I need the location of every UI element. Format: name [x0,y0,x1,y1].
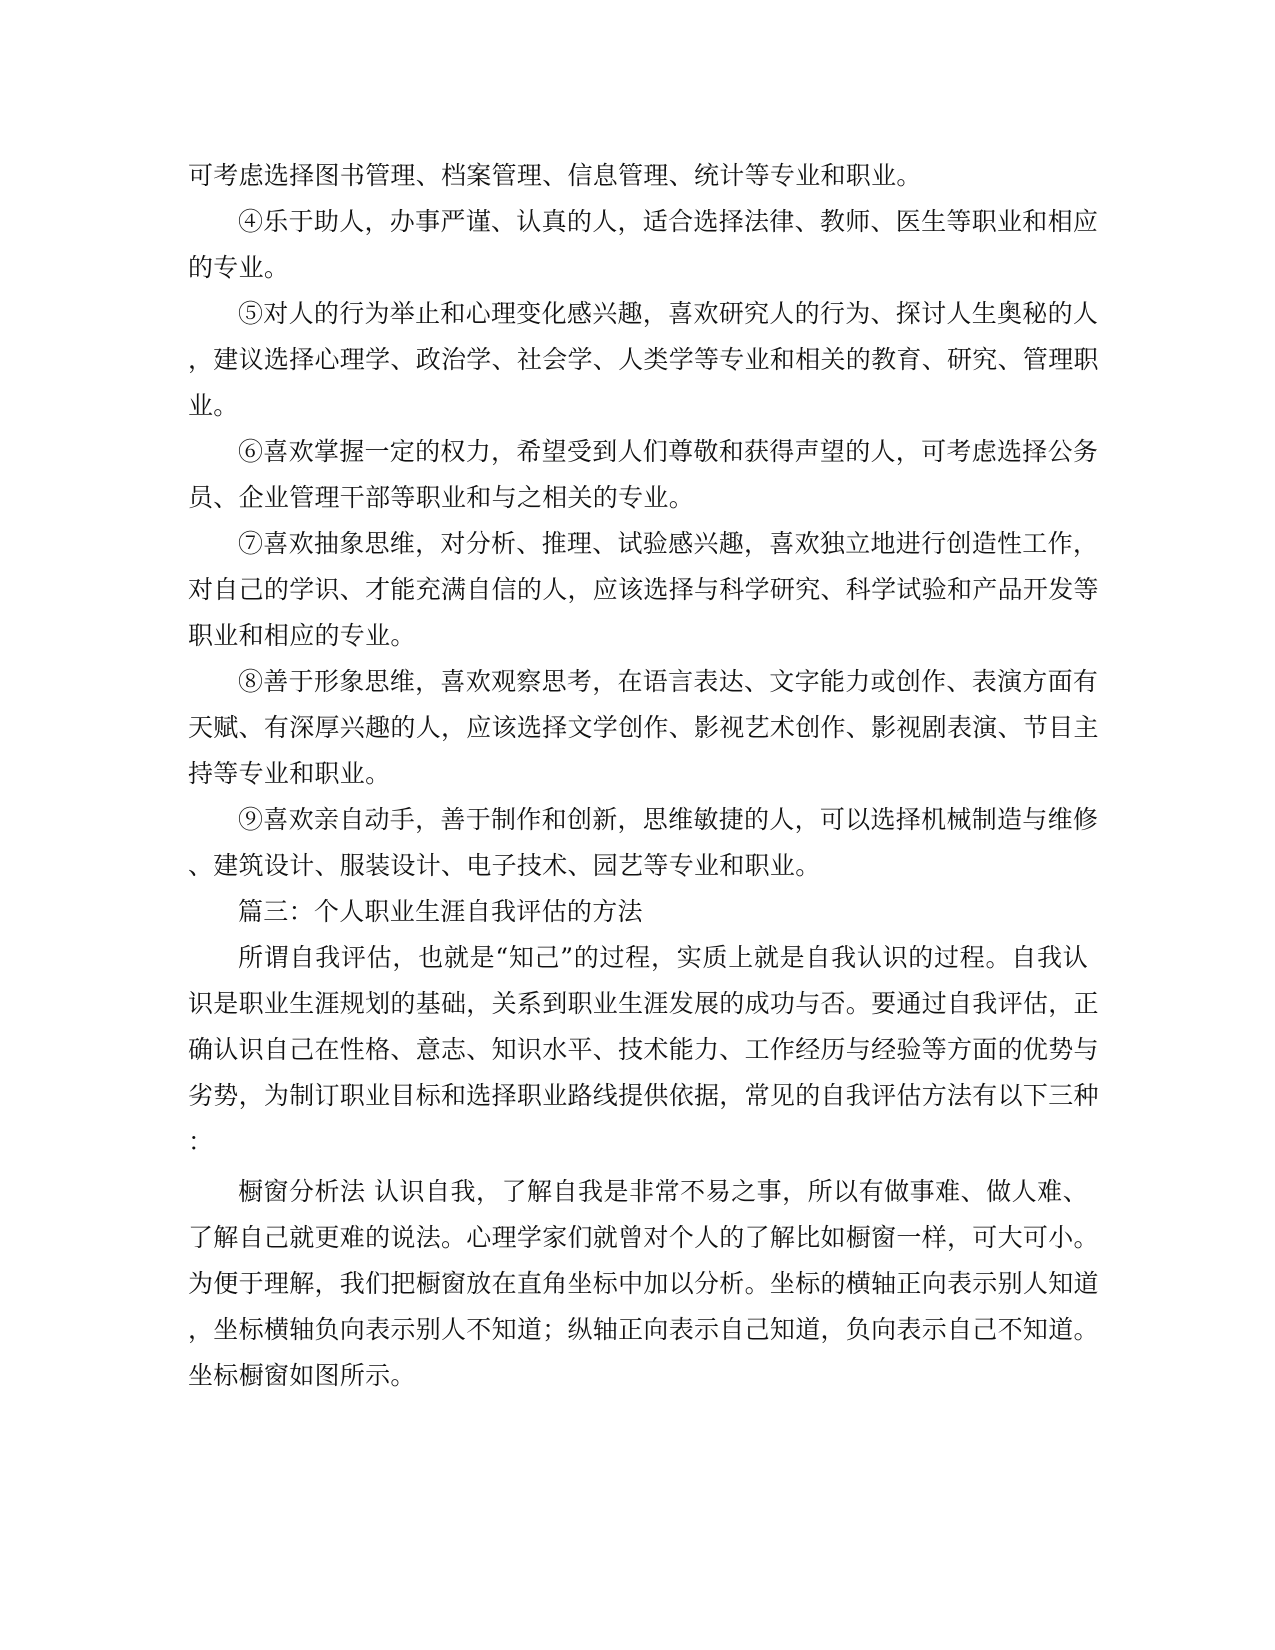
text-line: 劣势，为制订职业目标和选择职业路线提供依据，常见的自我评估方法有以下三种 [188,1081,1099,1110]
text-line: 确认识自己在性格、意志、知识水平、技术能力、工作经历与经验等方面的优势与 [188,1035,1099,1064]
text-line: ⑦喜欢抽象思维，对分析、推理、试验感兴趣，喜欢独立地进行创造性工作， [238,529,1099,558]
text-line: ⑧善于形象思维，喜欢观察思考，在语言表达、文字能力或创作、表演方面有 [238,667,1099,696]
text-line: 识是职业生涯规划的基础，关系到职业生涯发展的成功与否。要通过自我评估，正 [188,989,1099,1018]
text-line: 橱窗分析法 认识自我，了解自我是非常不易之事，所以有做事难、做人难、 [238,1177,1088,1206]
text-line: 业。 [188,391,239,420]
text-line: ： [188,1127,214,1156]
text-line: ⑨喜欢亲自动手，善于制作和创新，思维敏捷的人，可以选择机械制造与维修 [238,805,1099,834]
text-line: 职业和相应的专业。 [188,621,416,650]
text-line: 、建筑设计、服装设计、电子技术、园艺等专业和职业。 [188,851,821,880]
text-line: ⑥喜欢掌握一定的权力，希望受到人们尊敬和获得声望的人，可考虑选择公务 [238,437,1099,466]
section-heading: 篇三：个人职业生涯自我评估的方法 [238,897,643,926]
text-line: ，建议选择心理学、政治学、社会学、人类学等专业和相关的教育、研究、管理职 [188,345,1099,374]
text-line: 了解自己就更难的说法。心理学家们就曾对个人的了解比如橱窗一样，可大可小。 [188,1223,1099,1252]
text-line: ④乐于助人，办事严谨、认真的人，适合选择法律、教师、医生等职业和相应 [238,207,1099,236]
text-line: 持等专业和职业。 [188,759,391,788]
text-line: 对自己的学识、才能充满自信的人，应该选择与科学研究、科学试验和产品开发等 [188,575,1099,604]
text-line: ，坐标横轴负向表示别人不知道；纵轴正向表示自己知道，负向表示自己不知道。 [188,1315,1099,1344]
text-line: 所谓自我评估，也就是“知己”的过程，实质上就是自我认识的过程。自我认 [238,943,1088,972]
text-line: 坐标橱窗如图所示。 [188,1361,416,1390]
text-line: ⑤对人的行为举止和心理变化感兴趣，喜欢研究人的行为、探讨人生奥秘的人 [238,299,1099,328]
text-line: 为便于理解，我们把橱窗放在直角坐标中加以分析。坐标的横轴正向表示别人知道 [188,1269,1099,1298]
text-line: 的专业。 [188,253,290,282]
text-line: 天赋、有深厚兴趣的人，应该选择文学创作、影视艺术创作、影视剧表演、节目主 [188,713,1099,742]
text-line: 员、企业管理干部等职业和与之相关的专业。 [188,483,695,512]
text-line: 可考虑选择图书管理、档案管理、信息管理、统计等专业和职业。 [188,161,922,190]
